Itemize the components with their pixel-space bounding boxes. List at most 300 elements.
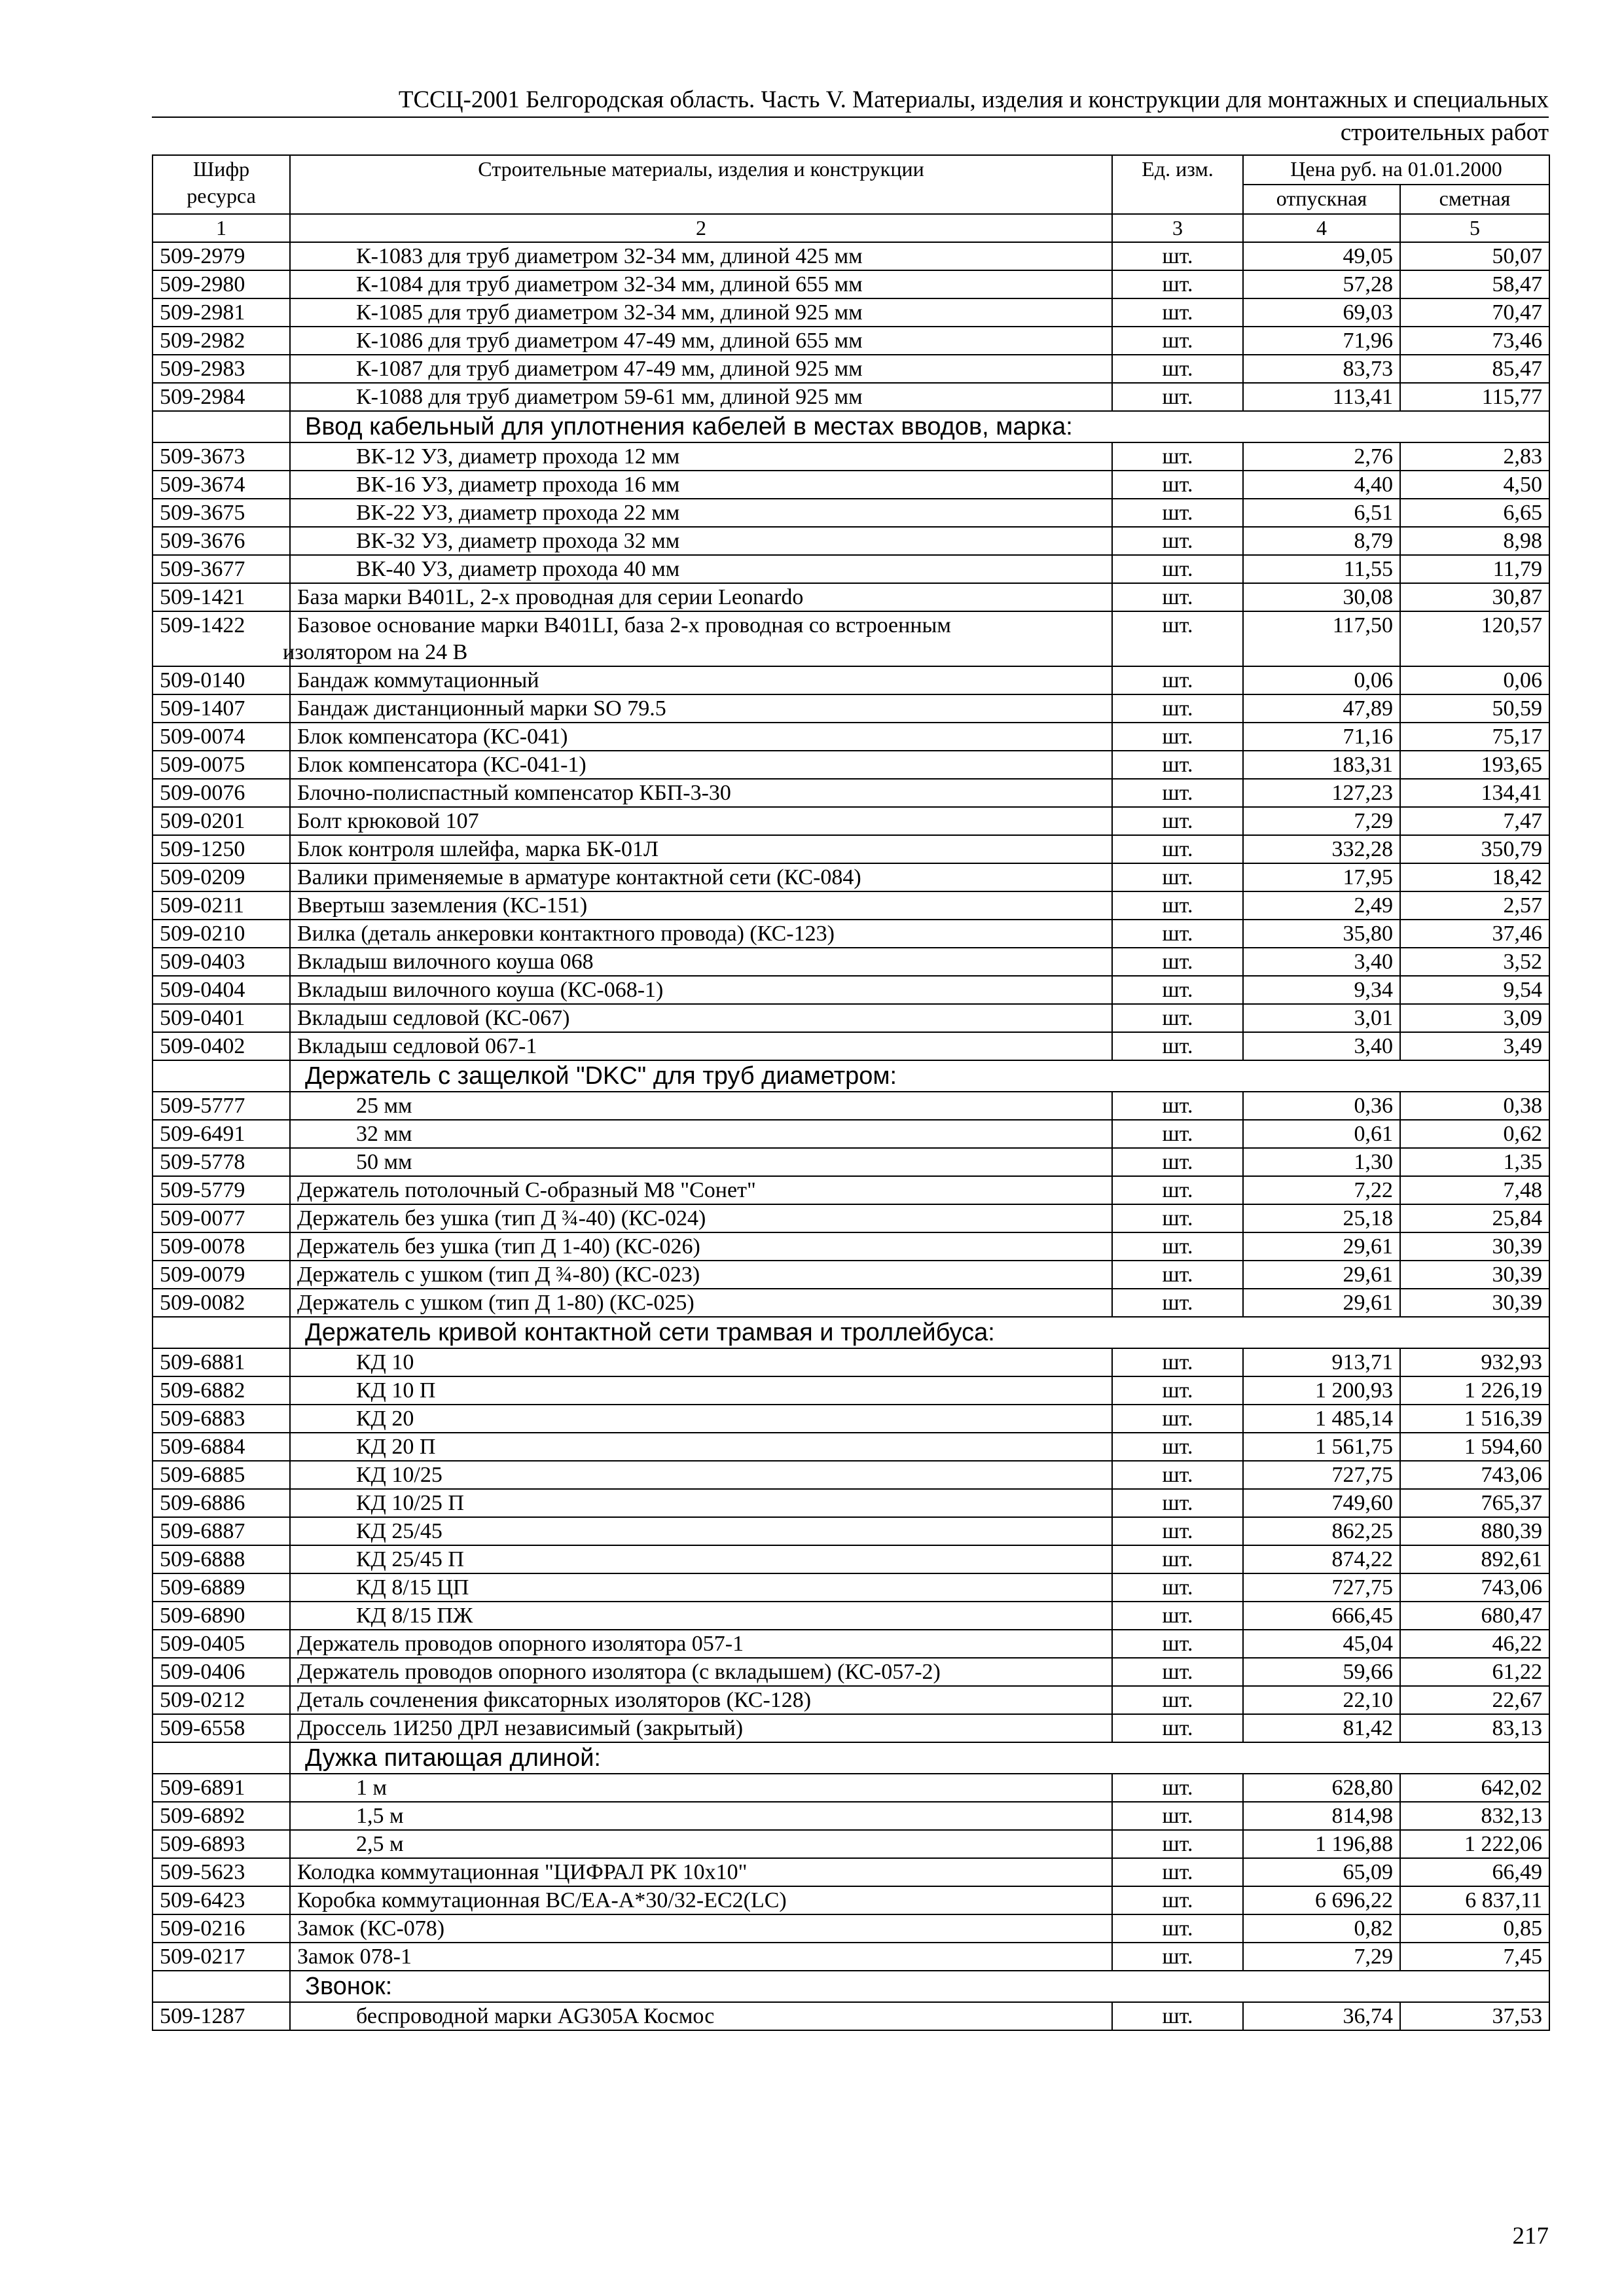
price-estimate: 2,57 [1400,891,1549,920]
unit-of-measure: шт. [1112,583,1243,611]
resource-name [290,891,1112,920]
resource-name-text: Вкладыш вилочного коуша 068 [297,950,594,974]
resource-name [290,1774,1112,1802]
table-row [153,1914,1549,1943]
price-release: 7,29 [1243,1943,1400,1971]
price-estimate: 680,47 [1400,1602,1549,1630]
resource-name [290,1830,1112,1858]
table-row [153,442,1549,471]
price-estimate: 1 222,06 [1400,1830,1549,1858]
column-header-code: Шифр ресурса [153,155,290,214]
price-release: 1 561,75 [1243,1433,1400,1461]
resource-code: 509-0406 [153,1658,290,1686]
resource-code: 509-1250 [153,835,290,863]
resource-name-text: Дроссель 1И250 ДРЛ независимый (закрытый) [297,1716,744,1740]
unit-of-measure: шт. [1112,611,1243,666]
unit-of-measure: шт. [1112,1204,1243,1232]
price-release: 35,80 [1243,920,1400,948]
price-release: 45,04 [1243,1630,1400,1658]
price-release: 22,10 [1243,1686,1400,1714]
resource-name [290,1545,1112,1573]
price-release: 30,08 [1243,583,1400,611]
resource-name [290,1858,1112,1886]
table-row [153,666,1549,694]
unit-of-measure: шт. [1112,383,1243,411]
resource-code: 509-6890 [153,1602,290,1630]
resource-name [290,583,1112,611]
resource-name [290,723,1112,751]
unit-of-measure: шт. [1112,948,1243,976]
price-estimate: 0,38 [1400,1092,1549,1120]
table-row [153,948,1549,976]
resource-code: 509-2983 [153,355,290,383]
table-row [153,1092,1549,1120]
column-number: 2 [290,214,1112,242]
price-release: 36,74 [1243,2002,1400,2030]
resource-code: 509-0216 [153,1914,290,1943]
section-heading: Держатель кривой контактной сети трамвая и троллейбуса: [290,1317,1549,1348]
resource-name [290,471,1112,499]
unit-of-measure: шт. [1112,1032,1243,1060]
resource-code: 509-6883 [153,1405,290,1433]
resource-name-text: 50 мм [356,1150,412,1174]
resource-name-text: КД 25/45 [356,1519,442,1543]
price-estimate: 50,07 [1400,242,1549,270]
table-row [153,1232,1549,1261]
unit-of-measure: шт. [1112,1943,1243,1971]
price-estimate: 832,13 [1400,1802,1549,1830]
resource-name [290,298,1112,327]
resource-name [290,270,1112,298]
resource-code: 509-6887 [153,1517,290,1545]
resource-name-text: КД 10 П [356,1378,436,1403]
resource-code: 509-5623 [153,1858,290,1886]
resource-name-text: КД 10/25 [356,1463,442,1487]
resource-name-text: 2,5 м [356,1832,404,1856]
table-row [153,1204,1549,1232]
unit-of-measure: шт. [1112,1176,1243,1204]
resource-name-text: Держатель с ушком (тип Д ¾-80) (КС-023) [297,1263,700,1287]
column-number: 4 [1243,214,1400,242]
column-header-unit: Ед. изм. [1112,155,1243,214]
resource-name-text: К-1087 для труб диаметром 47-49 мм, длиной 925 мм [356,357,863,381]
resource-name-text: ВК-32 УЗ, диаметр прохода 32 мм [356,529,680,553]
table-row [153,583,1549,611]
resource-code: 509-0079 [153,1261,290,1289]
table-row [153,1517,1549,1545]
resource-code: 509-2982 [153,327,290,355]
price-estimate: 1 594,60 [1400,1433,1549,1461]
price-estimate: 7,48 [1400,1176,1549,1204]
unit-of-measure: шт. [1112,1714,1243,1742]
column-number: 1 [153,214,290,242]
resource-name-text: К-1085 для труб диаметром 32-34 мм, длиной 925 мм [356,300,863,325]
unit-of-measure: шт. [1112,471,1243,499]
unit-of-measure: шт. [1112,1658,1243,1686]
resource-name-text: КД 25/45 П [356,1547,464,1571]
table-row [153,1405,1549,1433]
unit-of-measure: шт. [1112,751,1243,779]
resource-code: 509-6882 [153,1376,290,1405]
table-row [153,527,1549,555]
table-row [153,1376,1549,1405]
unit-of-measure: шт. [1112,779,1243,807]
resource-name-text: Вилка (деталь анкеровки контактного провода) (КС-123) [297,922,835,946]
resource-name-text: Держатель проводов опорного изолятора (с вкладышем) (КС-057-2) [297,1660,941,1684]
price-estimate: 66,49 [1400,1858,1549,1886]
resource-name-text: КД 10 [356,1350,414,1374]
resource-code: 509-3673 [153,442,290,471]
resource-code: 509-1421 [153,583,290,611]
price-release: 1 200,93 [1243,1376,1400,1405]
price-release: 4,40 [1243,471,1400,499]
price-estimate: 115,77 [1400,383,1549,411]
unit-of-measure: шт. [1112,694,1243,723]
price-estimate: 30,87 [1400,583,1549,611]
resource-name [290,1886,1112,1914]
table-row [153,270,1549,298]
price-estimate: 58,47 [1400,270,1549,298]
table-row [153,1348,1549,1376]
price-release: 113,41 [1243,383,1400,411]
price-estimate: 83,13 [1400,1714,1549,1742]
price-estimate: 30,39 [1400,1232,1549,1261]
resource-name [290,1943,1112,1971]
resource-name-text: Колодка коммутационная "ЦИФРАЛ РК 10х10" [297,1860,748,1884]
unit-of-measure: шт. [1112,355,1243,383]
resource-code: 509-0401 [153,1004,290,1032]
resource-name-text: Коробка коммутационная ВС/ЕА-А*30/32-ЕС2(LC) [297,1888,787,1912]
resource-name-text: Ввертыш заземления (КС-151) [297,893,588,918]
resource-name-text: ВК-12 УЗ, диаметр прохода 12 мм [356,444,680,469]
unit-of-measure: шт. [1112,1004,1243,1032]
price-release: 862,25 [1243,1517,1400,1545]
resource-code: 509-6888 [153,1545,290,1573]
table-row [153,920,1549,948]
price-release: 727,75 [1243,1573,1400,1602]
resource-name [290,666,1112,694]
price-estimate: 85,47 [1400,355,1549,383]
resource-name [290,694,1112,723]
price-estimate: 0,06 [1400,666,1549,694]
resource-name [290,1433,1112,1461]
resource-name [290,1714,1112,1742]
price-estimate: 70,47 [1400,298,1549,327]
resource-name [290,383,1112,411]
resource-name-text: Блок контроля шлейфа, марка БК-01Л [297,837,659,861]
price-estimate: 1 516,39 [1400,1405,1549,1433]
price-release: 7,22 [1243,1176,1400,1204]
price-estimate: 120,57 [1400,611,1549,666]
resource-code: 509-6893 [153,1830,290,1858]
price-estimate: 50,59 [1400,694,1549,723]
unit-of-measure: шт. [1112,1914,1243,1943]
price-estimate: 3,09 [1400,1004,1549,1032]
resource-name [290,442,1112,471]
table-row [153,779,1549,807]
resource-name [290,1686,1112,1714]
price-estimate: 30,39 [1400,1289,1549,1317]
price-estimate: 743,06 [1400,1461,1549,1489]
price-release: 1,30 [1243,1148,1400,1176]
unit-of-measure: шт. [1112,1886,1243,1914]
price-release: 17,95 [1243,863,1400,891]
table-row [153,1602,1549,1630]
resource-name [290,1914,1112,1943]
resource-name-text: КД 20 П [356,1435,436,1459]
price-release: 81,42 [1243,1714,1400,1742]
price-estimate: 932,93 [1400,1348,1549,1376]
resource-code: 509-0404 [153,976,290,1004]
table-row [153,1943,1549,1971]
price-estimate: 892,61 [1400,1545,1549,1573]
table-row [153,863,1549,891]
resource-code: 509-0075 [153,751,290,779]
column-header-release: отпускная [1243,185,1400,214]
price-estimate: 6,65 [1400,499,1549,527]
resource-code: 509-2979 [153,242,290,270]
table-row [153,1261,1549,1289]
resource-code: 509-0402 [153,1032,290,1060]
unit-of-measure: шт. [1112,1092,1243,1120]
resource-name [290,948,1112,976]
price-release: 1 196,88 [1243,1830,1400,1858]
table-row [153,1686,1549,1714]
resource-name [290,499,1112,527]
resource-name-text: 32 мм [356,1122,412,1146]
resource-name-text: Базовое основание марки B401LI, база 2-х проводная со встроенным [297,613,951,637]
section-row [153,411,1549,442]
price-estimate: 37,46 [1400,920,1549,948]
resource-code: 509-0209 [153,863,290,891]
price-release: 1 485,14 [1243,1405,1400,1433]
price-estimate: 73,46 [1400,327,1549,355]
unit-of-measure: шт. [1112,1858,1243,1886]
resource-code: 509-2981 [153,298,290,327]
resource-code: 509-5778 [153,1148,290,1176]
price-estimate: 3,49 [1400,1032,1549,1060]
resource-name-text: Блок компенсатора (КС-041) [297,725,568,749]
resource-code: 509-0217 [153,1943,290,1971]
unit-of-measure: шт. [1112,2002,1243,2030]
document-subtitle: строительных работ [1340,119,1549,146]
table-row [153,1148,1549,1176]
price-release: 0,61 [1243,1120,1400,1148]
resource-code: 509-5777 [153,1092,290,1120]
unit-of-measure: шт. [1112,891,1243,920]
resource-code: 509-1287 [153,2002,290,2030]
table-row [153,1289,1549,1317]
table-row [153,1714,1549,1742]
table-row [153,807,1549,835]
price-estimate: 46,22 [1400,1630,1549,1658]
table-row [153,751,1549,779]
table-row [153,611,1549,666]
resource-name-text: Держатель без ушка (тип Д 1-40) (КС-026) [297,1234,700,1259]
unit-of-measure: шт. [1112,835,1243,863]
table-row [153,1774,1549,1802]
resource-name [290,920,1112,948]
resource-code: 509-6558 [153,1714,290,1742]
resource-code: 509-0140 [153,666,290,694]
resource-code: 509-6423 [153,1886,290,1914]
price-estimate: 1 226,19 [1400,1376,1549,1405]
resource-code: 509-0082 [153,1289,290,1317]
table-row [153,891,1549,920]
price-release: 83,73 [1243,355,1400,383]
unit-of-measure: шт. [1112,1774,1243,1802]
section-code-cell [153,1060,290,1092]
unit-of-measure: шт. [1112,1545,1243,1573]
section-code-cell [153,1317,290,1348]
resource-name-text: Замок 078-1 [297,1945,412,1969]
price-release: 3,40 [1243,948,1400,976]
resource-name-text: беспроводной марки AG305A Космос [356,2004,715,2028]
price-estimate: 8,98 [1400,527,1549,555]
resource-name-text: Блочно-полиспастный компенсатор КБП-3-30 [297,781,731,805]
resource-name-text: Деталь сочленения фиксаторных изоляторов (КС-128) [297,1688,812,1712]
table-row [153,383,1549,411]
resource-name-text: К-1088 для труб диаметром 59-61 мм, длиной 925 мм [356,385,863,409]
price-release: 749,60 [1243,1489,1400,1517]
table-row [153,1802,1549,1830]
resource-name-text: ВК-22 УЗ, диаметр прохода 22 мм [356,501,680,525]
section-row [153,1317,1549,1348]
resource-name-text: К-1083 для труб диаметром 32-34 мм, длиной 425 мм [356,244,863,268]
table-row [153,1461,1549,1489]
unit-of-measure: шт. [1112,442,1243,471]
section-heading: Держатель с защелкой "DKC" для труб диаметром: [290,1060,1549,1092]
table-body [153,242,1549,2030]
resource-name-text: ВК-40 УЗ, диаметр прохода 40 мм [356,557,680,581]
section-heading: Звонок: [290,1971,1549,2002]
section-code-cell [153,1971,290,2002]
price-estimate: 193,65 [1400,751,1549,779]
resource-name [290,863,1112,891]
price-estimate: 61,22 [1400,1658,1549,1686]
price-release: 59,66 [1243,1658,1400,1686]
price-release: 29,61 [1243,1289,1400,1317]
section-code-cell [153,411,290,442]
price-estimate: 7,45 [1400,1943,1549,1971]
resource-name-text: Блок компенсатора (КС-041-1) [297,753,586,777]
price-release: 0,82 [1243,1914,1400,1943]
resource-name-continuation: изолятором на 24 В [283,640,468,664]
resource-name [290,1802,1112,1830]
price-estimate: 765,37 [1400,1489,1549,1517]
resource-name-text: Замок (КС-078) [297,1916,445,1941]
column-number: 5 [1400,214,1549,242]
resource-code: 509-6889 [153,1573,290,1602]
price-release: 71,16 [1243,723,1400,751]
resource-code: 509-3675 [153,499,290,527]
page-number: 217 [1512,2223,1549,2250]
resource-code: 509-0212 [153,1686,290,1714]
price-release: 25,18 [1243,1204,1400,1232]
resource-code: 509-3677 [153,555,290,583]
resource-name [290,1348,1112,1376]
unit-of-measure: шт. [1112,1630,1243,1658]
table-row [153,976,1549,1004]
price-estimate: 6 837,11 [1400,1886,1549,1914]
document-title: ТССЦ-2001 Белгородская область. Часть V. Материалы, изделия и конструкции для монтажных и специальных [398,86,1549,113]
price-estimate: 1,35 [1400,1148,1549,1176]
resource-code: 509-2980 [153,270,290,298]
resource-code: 509-2984 [153,383,290,411]
table-row [153,835,1549,863]
price-estimate: 25,84 [1400,1204,1549,1232]
resource-name-text: Держатель с ушком (тип Д 1-80) (КС-025) [297,1291,695,1315]
resource-name [290,1120,1112,1148]
resource-name [290,1573,1112,1602]
resource-name-text: КД 8/15 ЦП [356,1575,469,1600]
price-release: 628,80 [1243,1774,1400,1802]
price-release: 69,03 [1243,298,1400,327]
table-row [153,1858,1549,1886]
resource-code: 509-0211 [153,891,290,920]
resource-code: 509-5779 [153,1176,290,1204]
resource-name [290,1376,1112,1405]
price-release: 11,55 [1243,555,1400,583]
price-estimate: 30,39 [1400,1261,1549,1289]
price-release: 332,28 [1243,835,1400,863]
resource-code: 509-6886 [153,1489,290,1517]
price-estimate: 75,17 [1400,723,1549,751]
unit-of-measure: шт. [1112,1802,1243,1830]
resource-name-text: Держатель потолочный С-образный М8 "Сонет" [297,1178,756,1202]
resource-code: 509-0078 [153,1232,290,1261]
unit-of-measure: шт. [1112,1120,1243,1148]
table-row [153,1830,1549,1858]
price-estimate: 0,85 [1400,1914,1549,1943]
resource-name [290,1232,1112,1261]
price-estimate: 37,53 [1400,2002,1549,2030]
resource-code: 509-0403 [153,948,290,976]
price-estimate: 642,02 [1400,1774,1549,1802]
price-release: 183,31 [1243,751,1400,779]
price-release: 8,79 [1243,527,1400,555]
table-row [153,242,1549,270]
price-release: 65,09 [1243,1858,1400,1886]
resource-name [290,1405,1112,1433]
resource-code: 509-0201 [153,807,290,835]
resource-name [290,835,1112,863]
resource-name-text: КД 20 [356,1407,414,1431]
resource-name [290,1658,1112,1686]
unit-of-measure: шт. [1112,327,1243,355]
table-row [153,1176,1549,1204]
table-row [153,1658,1549,1686]
price-release: 47,89 [1243,694,1400,723]
price-release: 49,05 [1243,242,1400,270]
resource-name [290,242,1112,270]
table-row [153,1004,1549,1032]
price-estimate: 7,47 [1400,807,1549,835]
resource-code: 509-6892 [153,1802,290,1830]
resource-name-text: К-1086 для труб диаметром 47-49 мм, длиной 655 мм [356,329,863,353]
price-release: 6 696,22 [1243,1886,1400,1914]
resource-name [290,779,1112,807]
table-row [153,1573,1549,1602]
resource-code: 509-6891 [153,1774,290,1802]
price-estimate: 743,06 [1400,1573,1549,1602]
table-row [153,1886,1549,1914]
unit-of-measure: шт. [1112,1261,1243,1289]
resource-name [290,1204,1112,1232]
table-row [153,1545,1549,1573]
price-release: 913,71 [1243,1348,1400,1376]
price-estimate: 3,52 [1400,948,1549,976]
